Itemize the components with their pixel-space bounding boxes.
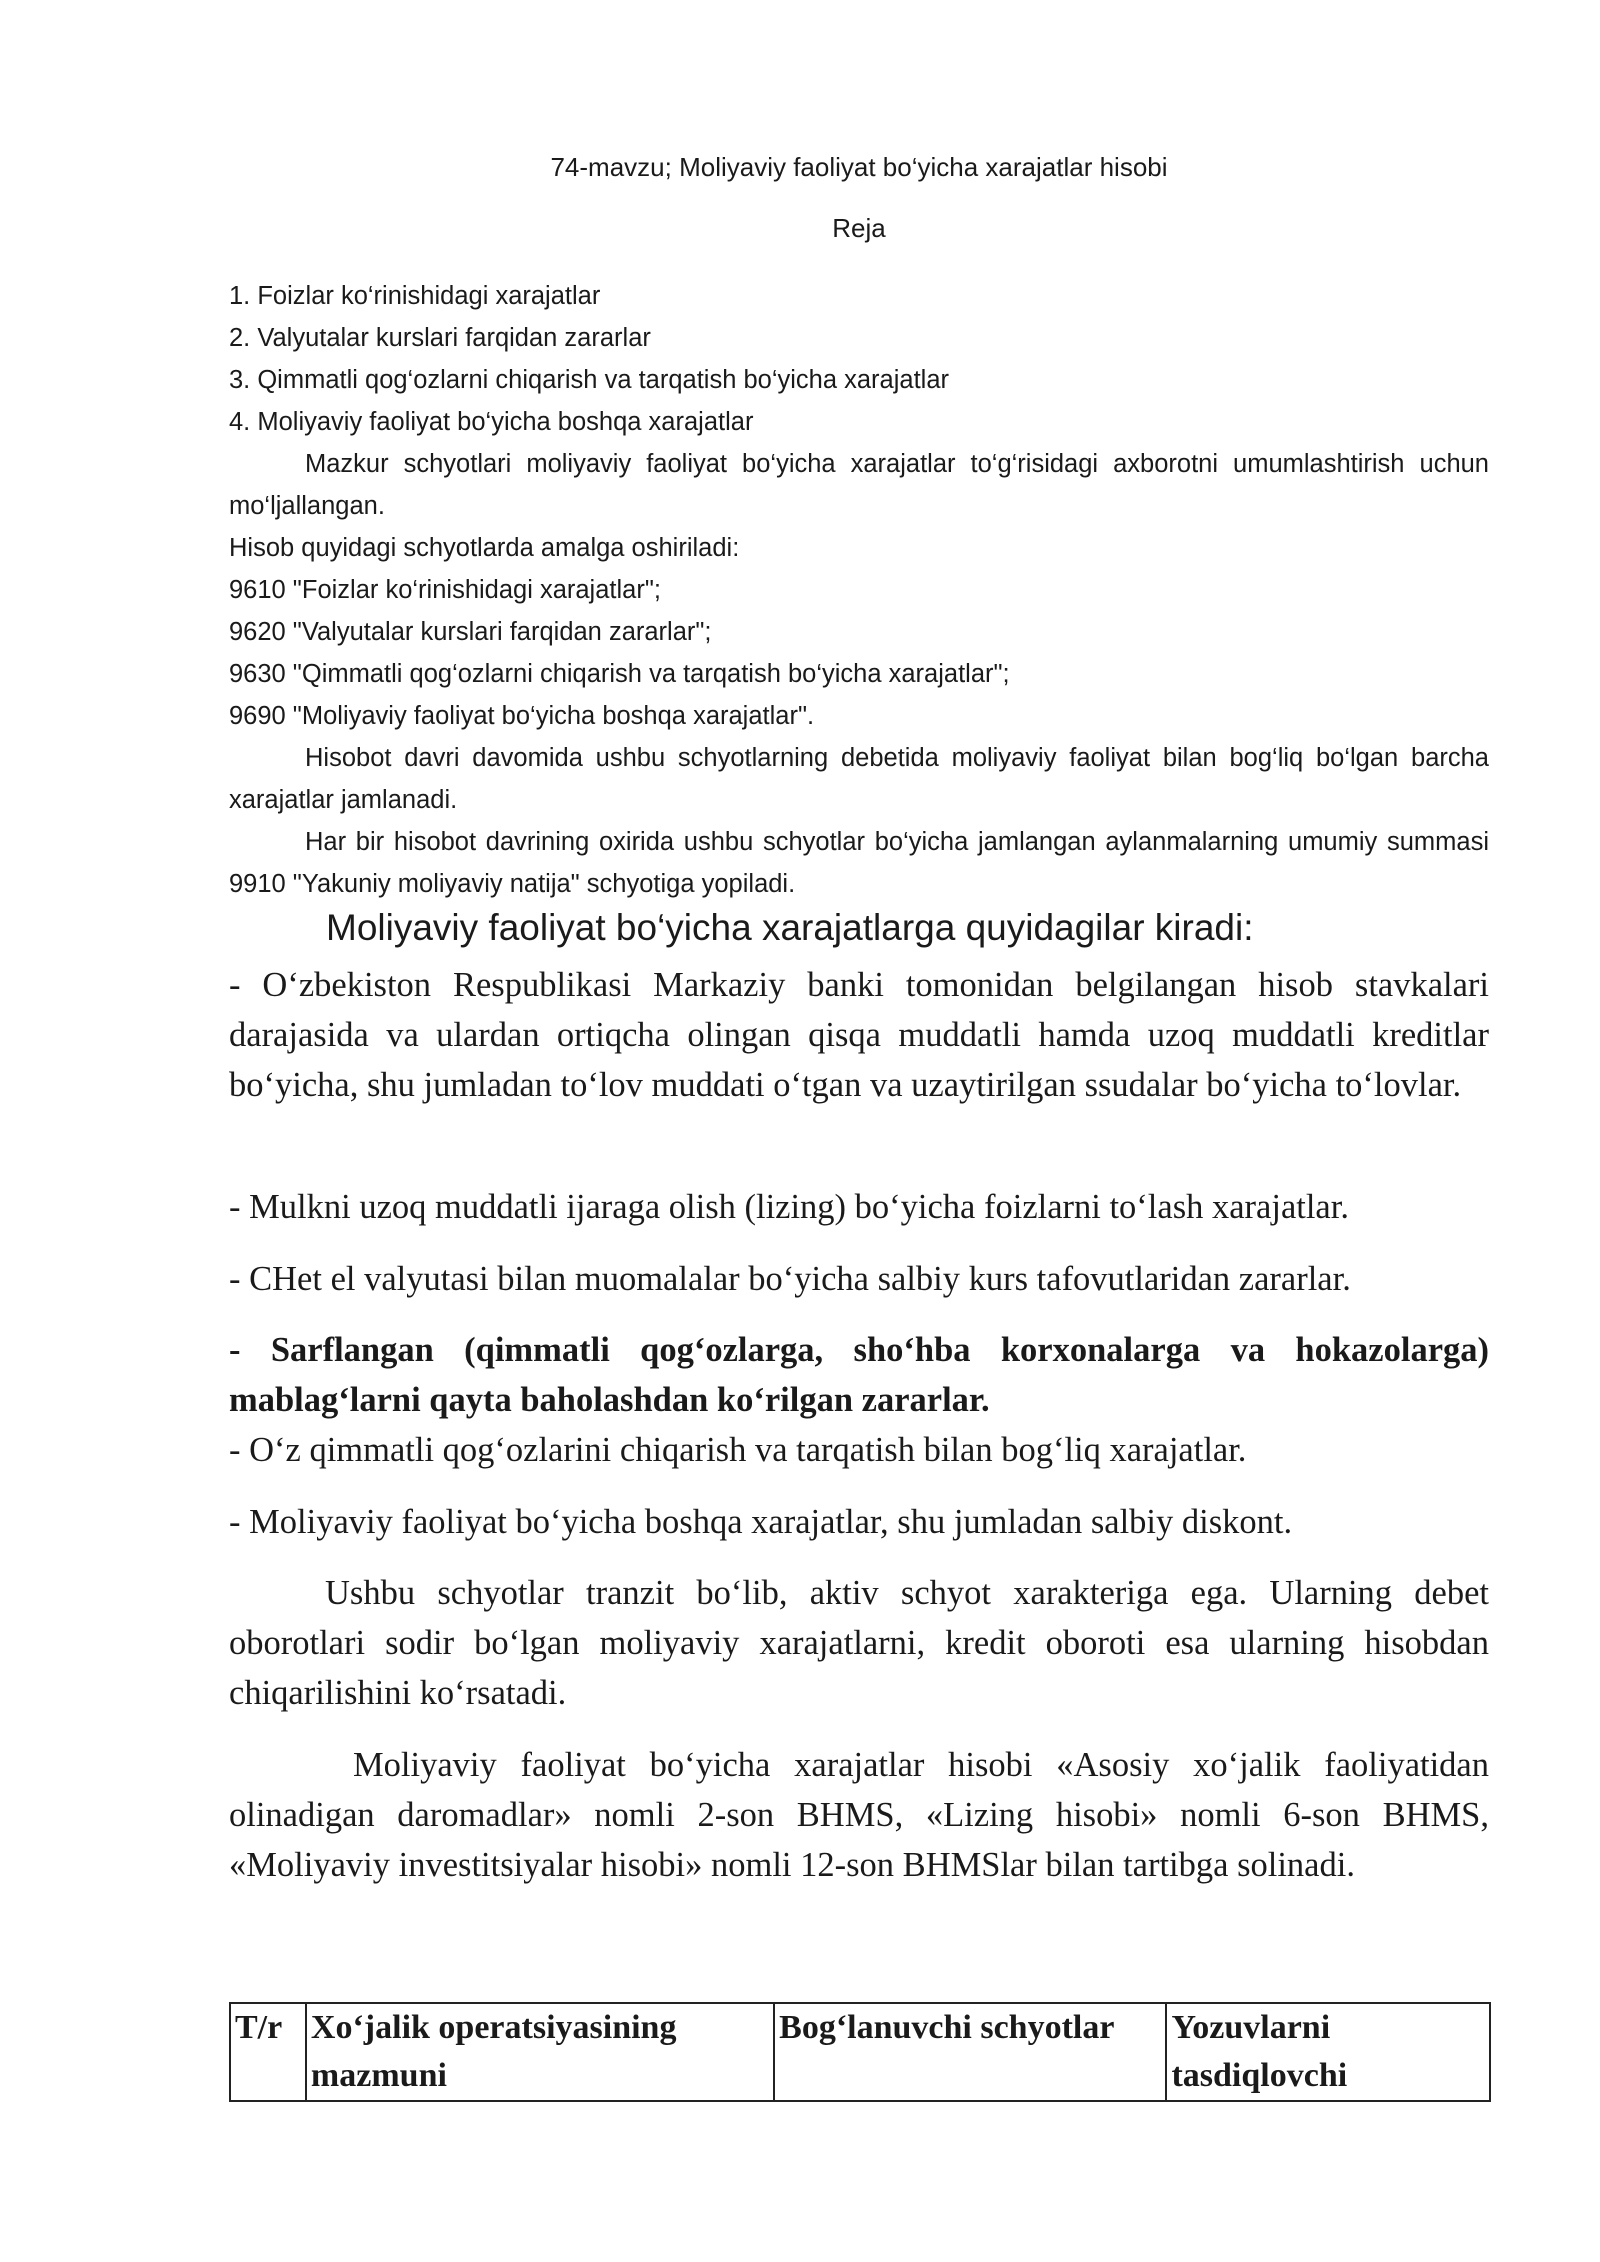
bullet-item: - Mulkni uzoq muddatli ijaraga olish (lizing) bo‘yicha foizlarni to‘lash xarajatlar. [229,1188,1349,1226]
table-header-row [230,2003,1490,2101]
debit-paragraph: Hisobot davri davomida ushbu schyotlarning debetida moliyaviy faoliyat bilan bog‘liq bo‘lgan barcha xarajatlar jamlanadi. [229,744,1489,814]
bullet-item: - CHet el valyutasi bilan muomalalar bo‘yicha salbiy kurs tafovutlaridan zararlar. [229,1260,1351,1298]
transit-paragraph: Ushbu schyotlar tranzit bo‘lib, aktiv schyot xarakteriga ega. Ularning debet oborotlari sodir bo‘lgan moliyaviy xarajatlarni, kredit oboroti esa ularning hisobdan chiqarilishini ko‘rsatadi. [229,1574,1489,1712]
accounts-list [229,569,1010,737]
bullet-item: - Moliyaviy faoliyat bo‘yicha boshqa xarajatlar, shu jumladan salbiy diskont. [229,1503,1293,1541]
plan-title: Reja [832,213,886,243]
regulation-paragraph: Moliyaviy faoliyat bo‘yicha xarajatlar hisobi «Asosiy xo‘jalik faoliyatidan olinadigan daromadlar» nomli 2-son BHMS, «Lizing hisobi» nomli 6-son BHMS, «Moliyaviy investitsiyalar hisobi» nomli 12-son BHMSlar bilan tartibga solinadi. [229,1746,1489,1884]
account-item: 9610 "Foizlar ko‘rinishidagi xarajatlar"; [229,576,661,604]
operations-table [229,2002,1491,2102]
account-item: 9630 "Qimmatli qog‘ozlarni chiqarish va tarqatish bo‘yicha xarajatlar"; [229,660,1010,688]
closing-paragraph: Har bir hisobot davrining oxirida ushbu schyotlar bo‘yicha jamlangan aylanmalarning umumiy summasi 9910 "Yakuniy moliyaviy natija" schyotiga yopiladi. [229,828,1489,898]
table-header-cell: Yozuvlarni tasdiqlovchi [1166,2003,1490,2101]
includes-heading: Moliyaviy faoliyat bo‘yicha xarajatlarga quyidagilar kiradi: [326,907,1254,948]
plan-list [229,275,949,443]
plan-item: 1. Foizlar ko‘rinishidagi xarajatlar [229,282,601,310]
table-header-cell: Xo‘jalik operatsiyasining mazmuni [306,2003,774,2101]
bullet-item: - O‘zbekiston Respublikasi Markaziy banki tomonidan belgilangan hisob stavkalari darajasida va ulardan ortiqcha olingan qisqa muddatli hamda uzoq muddatli kreditlar bo‘yicha, shu jumladan to‘lov muddati o‘tgan va uzaytirilgan ssudalar bo‘yicha to‘lovlar. [229,966,1489,1104]
accounts-intro: Hisob quyidagi schyotlarda amalga oshiriladi: [229,534,740,562]
table-header-cell: Bog‘lanuvchi schyotlar [774,2003,1166,2101]
bullet-item-bold: - Sarflangan (qimmatli qog‘ozlarga, sho‘hba korxonalarga va hokazolarga) mablag‘larni qayta baholashdan ko‘rilgan zararlar. [229,1331,1489,1419]
intro-paragraph: Mazkur schyotlari moliyaviy faoliyat bo‘yicha xarajatlar to‘g‘risidagi axborotni umumlashtirish uchun mo‘ljallangan. [229,450,1489,520]
plan-item: 4. Moliyaviy faoliyat bo‘yicha boshqa xarajatlar [229,408,754,436]
bullet-item: - O‘z qimmatli qog‘ozlarini chiqarish va tarqatish bilan bog‘liq xarajatlar. [229,1431,1247,1469]
document-title: 74-mavzu; Moliyaviy faoliyat bo‘yicha xarajatlar hisobi [550,152,1168,182]
table-header-cell: T/r [230,2003,306,2101]
plan-item: 3. Qimmatli qog‘ozlarni chiqarish va tarqatish bo‘yicha xarajatlar [229,366,949,394]
account-item: 9690 "Moliyaviy faoliyat bo‘yicha boshqa xarajatlar". [229,702,815,730]
plan-item: 2. Valyutalar kurslari farqidan zararlar [229,324,651,352]
account-item: 9620 "Valyutalar kurslari farqidan zararlar"; [229,618,712,646]
